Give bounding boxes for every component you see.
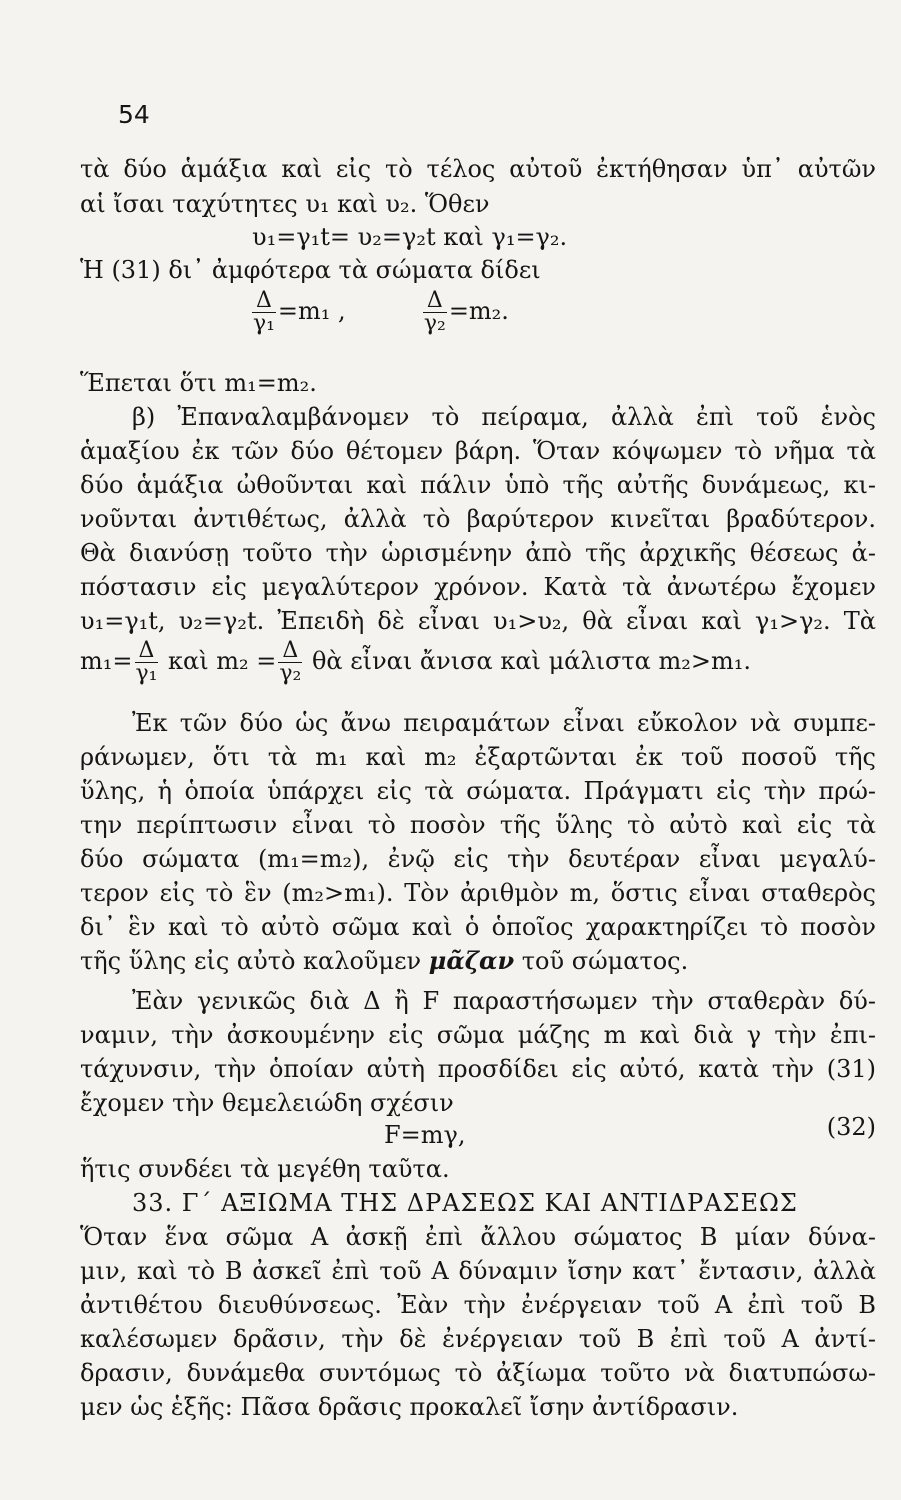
equation-formula: F=mγ, bbox=[384, 1121, 466, 1149]
text-line: ἁμαξίου ἐκ τῶν δύο θέτομεν βάρη. Ὅταν κόψωμεν τὸ νῆμα τὰ bbox=[80, 437, 876, 465]
text-line: ἥτις συνδέει τὰ μεγέθη ταῦτα. bbox=[80, 1155, 450, 1183]
text-line: την περίπτωσιν εἶναι τὸ ποσὸν τῆς ὕλης τὸ αὐτὸ καὶ εἰς τὰ bbox=[80, 811, 876, 839]
text-line: νοῦνται ἀντιθέτως, ἀλλὰ τὸ βαρύτερον κινεῖται βραδύτερον. bbox=[80, 505, 876, 533]
text-span: τῆς ὕλης εἰς αὐτὸ καλοῦμεν bbox=[80, 947, 429, 975]
text-line bbox=[80, 944, 876, 978]
text-line: ἀντιθέτου διευθύνσεως. Ἐὰν τὴν ἐνέργειαν τοῦ Α ἐπὶ τοῦ Β bbox=[80, 1291, 876, 1319]
text-line: καλέσωμεν δρᾶσιν, τὴν δὲ ἐνέργειαν τοῦ Β ἐπὶ τοῦ Α ἀντί- bbox=[80, 1325, 876, 1353]
text-line: Ὅταν ἕνα σῶμα Α ἀσκῇ ἐπὶ ἄλλου σώματος Β μίαν δύνα- bbox=[80, 1223, 876, 1251]
text-line: δρασιν, δυνάμεθα συντόμως τὸ ἀξίωμα τοῦτο νὰ διατυπώσω- bbox=[80, 1359, 876, 1387]
numerator: Δ bbox=[135, 640, 159, 663]
text-span: τοῦ σώματος. bbox=[514, 947, 689, 975]
text-line: β) Ἐπαναλαμβάνομεν τὸ πείραμα, ἀλλὰ ἐπὶ τοῦ ἑνὸς bbox=[132, 403, 876, 431]
equation-rhs: θὰ εἶναι ἄνισα καὶ μάλιστα m₂>m₁. bbox=[311, 647, 751, 675]
text-line: ράνωμεν, ὅτι τὰ m₁ καὶ m₂ ἐξαρτῶνται ἐκ τοῦ ποσοῦ τῆς bbox=[80, 743, 876, 771]
text-line: τὰ δύο ἁμάξια καὶ εἰς τὸ τέλος αὐτοῦ ἐκτήθησαν ὑπ᾽ αὐτῶν bbox=[80, 155, 876, 183]
defined-term: μᾶζαν bbox=[428, 946, 515, 975]
equation-number: (32) bbox=[826, 1113, 876, 1141]
denominator: γ₁ bbox=[135, 661, 158, 686]
section-heading: 33. Γ΄ ΑΞΙΩΜΑ ΤΗΣ ΔΡΑΣΕΩΣ ΚΑΙ ΑΝΤΙΔΡΑΣΕΩΣ bbox=[132, 1189, 798, 1217]
text-line: Ἐκ τῶν δύο ὡς ἄνω πειραμάτων εἶναι εὔκολον νὰ συμπε- bbox=[132, 709, 876, 737]
text-line: δύο σώματα (m₁=m₂), ἐνῷ εἰς τὴν δευτέραν εἶναι μεγαλύ- bbox=[80, 845, 876, 873]
numerator: Δ bbox=[423, 290, 447, 313]
text-line: Ἕπεται ὅτι m₁=m₂. bbox=[80, 369, 317, 397]
text-line: δύο ἁμάξια ὠθοῦνται καὶ πάλιν ὑπὸ τῆς αὐτῆς δυνάμεως, κι- bbox=[80, 471, 876, 499]
equation-mid: καὶ m₂ = bbox=[168, 647, 277, 675]
text-line: δι᾽ ἓν καὶ τὸ αὐτὸ σῶμα καὶ ὁ ὁποῖος χαρακτηρίζει τὸ ποσὸν bbox=[80, 913, 876, 941]
equation-fraction-1 bbox=[250, 290, 901, 350]
text-line: πόστασιν εἰς μεγαλύτερον χρόνον. Κατὰ τὰ ἀνωτέρω ἔχομεν bbox=[80, 573, 876, 601]
page-number: 54 bbox=[118, 100, 150, 129]
text-line: Ἡ (31) δι᾽ ἀμφότερα τὰ σώματα δίδει bbox=[80, 256, 541, 284]
text-line: τερον εἰς τὸ ἓν (m₂>m₁). Τὸν ἀριθμὸν m, ὅστις εἶναι σταθερὸς bbox=[80, 879, 876, 907]
text-line: Ἐὰν γενικῶς διὰ Δ ἢ F παραστήσωμεν τὴν σταθερὰν δύ- bbox=[132, 987, 876, 1015]
denominator: γ₂ bbox=[279, 661, 302, 686]
text-line: Θὰ διανύσῃ τοῦτο τὴν ὡρισμένην ἀπὸ τῆς ἀρχικῆς θέσεως ἀ- bbox=[80, 539, 876, 567]
numerator: Δ bbox=[252, 290, 276, 313]
text-line: μιν, καὶ τὸ Β ἀσκεῖ ἐπὶ τοῦ Α δύναμιν ἴσην κατ᾽ ἔντασιν, ἀλλὰ bbox=[80, 1257, 876, 1285]
equation-rhs: =m₁ , bbox=[277, 297, 346, 325]
text-line: ὕλης, ἡ ὁποία ὑπάρχει εἰς τὰ σώματα. Πράγματι εἰς τὴν πρώ- bbox=[80, 777, 876, 805]
denominator: γ₁ bbox=[252, 311, 275, 336]
text-line: αἱ ἴσαι ταχύτητες υ₁ καὶ υ₂. Ὅθεν bbox=[80, 190, 490, 218]
text-line: υ₁=γ₁t, υ₂=γ₂t. Ἐπειδὴ δὲ εἶναι υ₁>υ₂, θὰ εἶναι καὶ γ₁>γ₂. Τὰ bbox=[80, 607, 876, 635]
equation-fraction-2 bbox=[80, 640, 876, 700]
equation-rhs: =m₂. bbox=[448, 297, 509, 325]
equation-line: υ₁=γ₁t= υ₂=γ₂t καὶ γ₁=γ₂. bbox=[252, 223, 568, 251]
text-line: ναμιν, τὴν ἀσκουμένην εἰς σῶμα μάζης m καὶ διὰ γ τὴν ἐπι- bbox=[80, 1021, 876, 1049]
numerator: Δ bbox=[278, 640, 302, 663]
denominator: γ₂ bbox=[423, 311, 446, 336]
text-line: τάχυνσιν, τὴν ὁποίαν αὐτὴ προσδίδει εἰς αὐτό, κατὰ τὴν (31) bbox=[80, 1055, 876, 1083]
text-line: ἔχομεν τὴν θεμελειώδη σχέσιν bbox=[80, 1089, 454, 1117]
text-line: μεν ὡς ἑξῆς: Πᾶσα δρᾶσις προκαλεῖ ἴσην ἀντίδρασιν. bbox=[80, 1393, 739, 1421]
equation-lhs: m₁= bbox=[80, 647, 133, 675]
